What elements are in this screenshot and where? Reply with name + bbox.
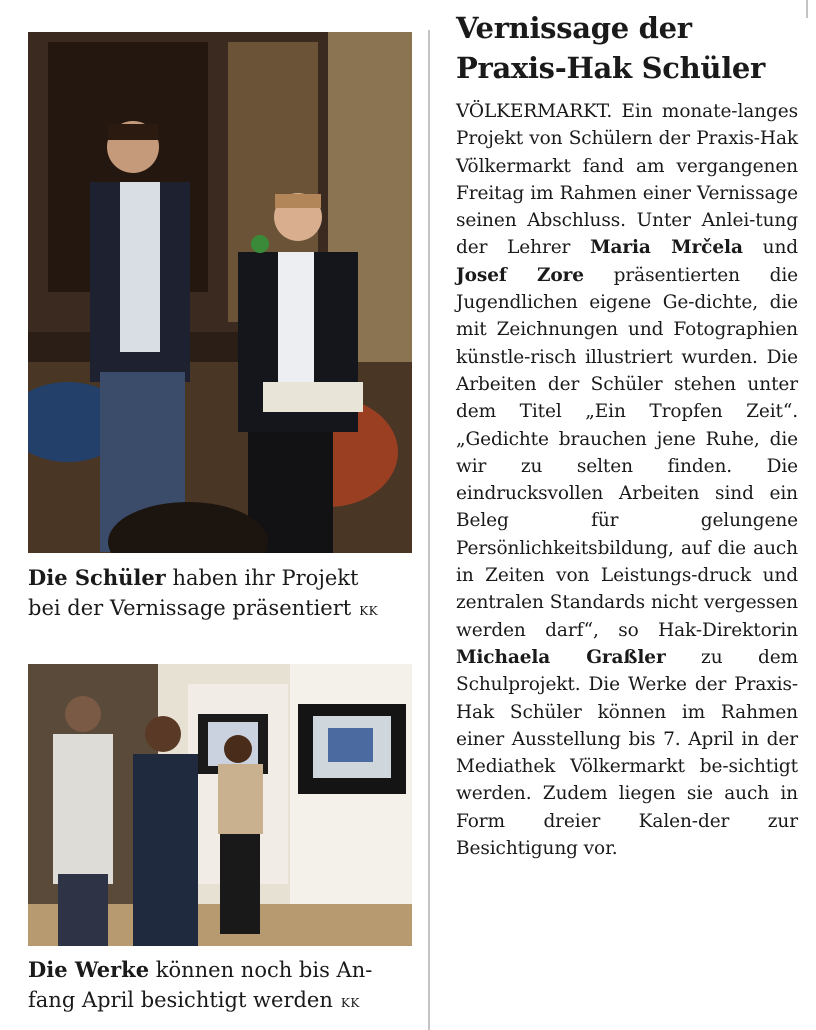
caption-text-line2: fang April besichtigt werden xyxy=(28,988,333,1012)
teacher-name: Maria Mrčela xyxy=(590,237,743,259)
caption-bold-lead: Die Werke xyxy=(28,957,150,982)
body-text-part: und xyxy=(742,237,798,259)
director-name: Michaela Graßler xyxy=(456,646,666,668)
body-text-part: zu dem Schulprojekt. Die Werke der Praxis-Hak Schüler können im Rahmen einer Ausstellung bis 7. April in der Mediathek Völkermarkt be-sichtigt werden. Zudem liegen sie auch in Form dreier Kalen-der zur Besichtigung vor. xyxy=(456,646,798,860)
photo-credit: KK xyxy=(340,996,360,1010)
photo-exhibition xyxy=(28,664,412,946)
headline-line1: Vernissage der xyxy=(456,11,692,45)
headline-line2: Praxis-Hak Schüler xyxy=(456,51,766,85)
caption-text: haben ihr Projekt xyxy=(165,566,359,590)
body-text-part: präsentierten die Jugendlichen eigene Ge-dichte, die mit Zeichnungen und Fotographien künstle-risch illustriert wurden. Die Arbeiten der Schüler stehen unter dem Titel „Ein Tropfen Zeit“. „Gedichte brauchen jene Ruhe, die wir zu selten finden. Die eindrucksvollen Arbeiten sind ein Beleg für gelungene Persönlichkeitsbildung, auf die auch in Zeiten von Leistungs-druck und zentralen Standards nicht vergessen werden darf“, so Hak-Direktorin xyxy=(456,264,798,641)
photo-students-presenting xyxy=(28,32,412,553)
photo-caption xyxy=(28,563,418,626)
column-divider-right xyxy=(806,0,808,18)
article-body xyxy=(456,98,798,862)
article xyxy=(456,8,798,862)
caption-text: können noch bis An- xyxy=(149,958,373,982)
caption-text-line2: bei der Vernissage präsentiert xyxy=(28,596,352,620)
caption-bold-lead: Die Schüler xyxy=(28,565,166,590)
photo-caption xyxy=(28,955,418,1018)
teacher-name: Josef Zore xyxy=(456,264,584,286)
column-divider xyxy=(428,30,430,1030)
body-text-part: VÖLKERMARKT. Ein monate-langes Projekt von Schülern der Praxis-Hak Völkermarkt fand am vergangenen Freitag im Rahmen einer Vernissage seinen Abschluss. Unter Anlei-tung der Lehrer xyxy=(456,101,798,259)
headline xyxy=(456,8,798,88)
photo-credit: KK xyxy=(359,604,379,618)
